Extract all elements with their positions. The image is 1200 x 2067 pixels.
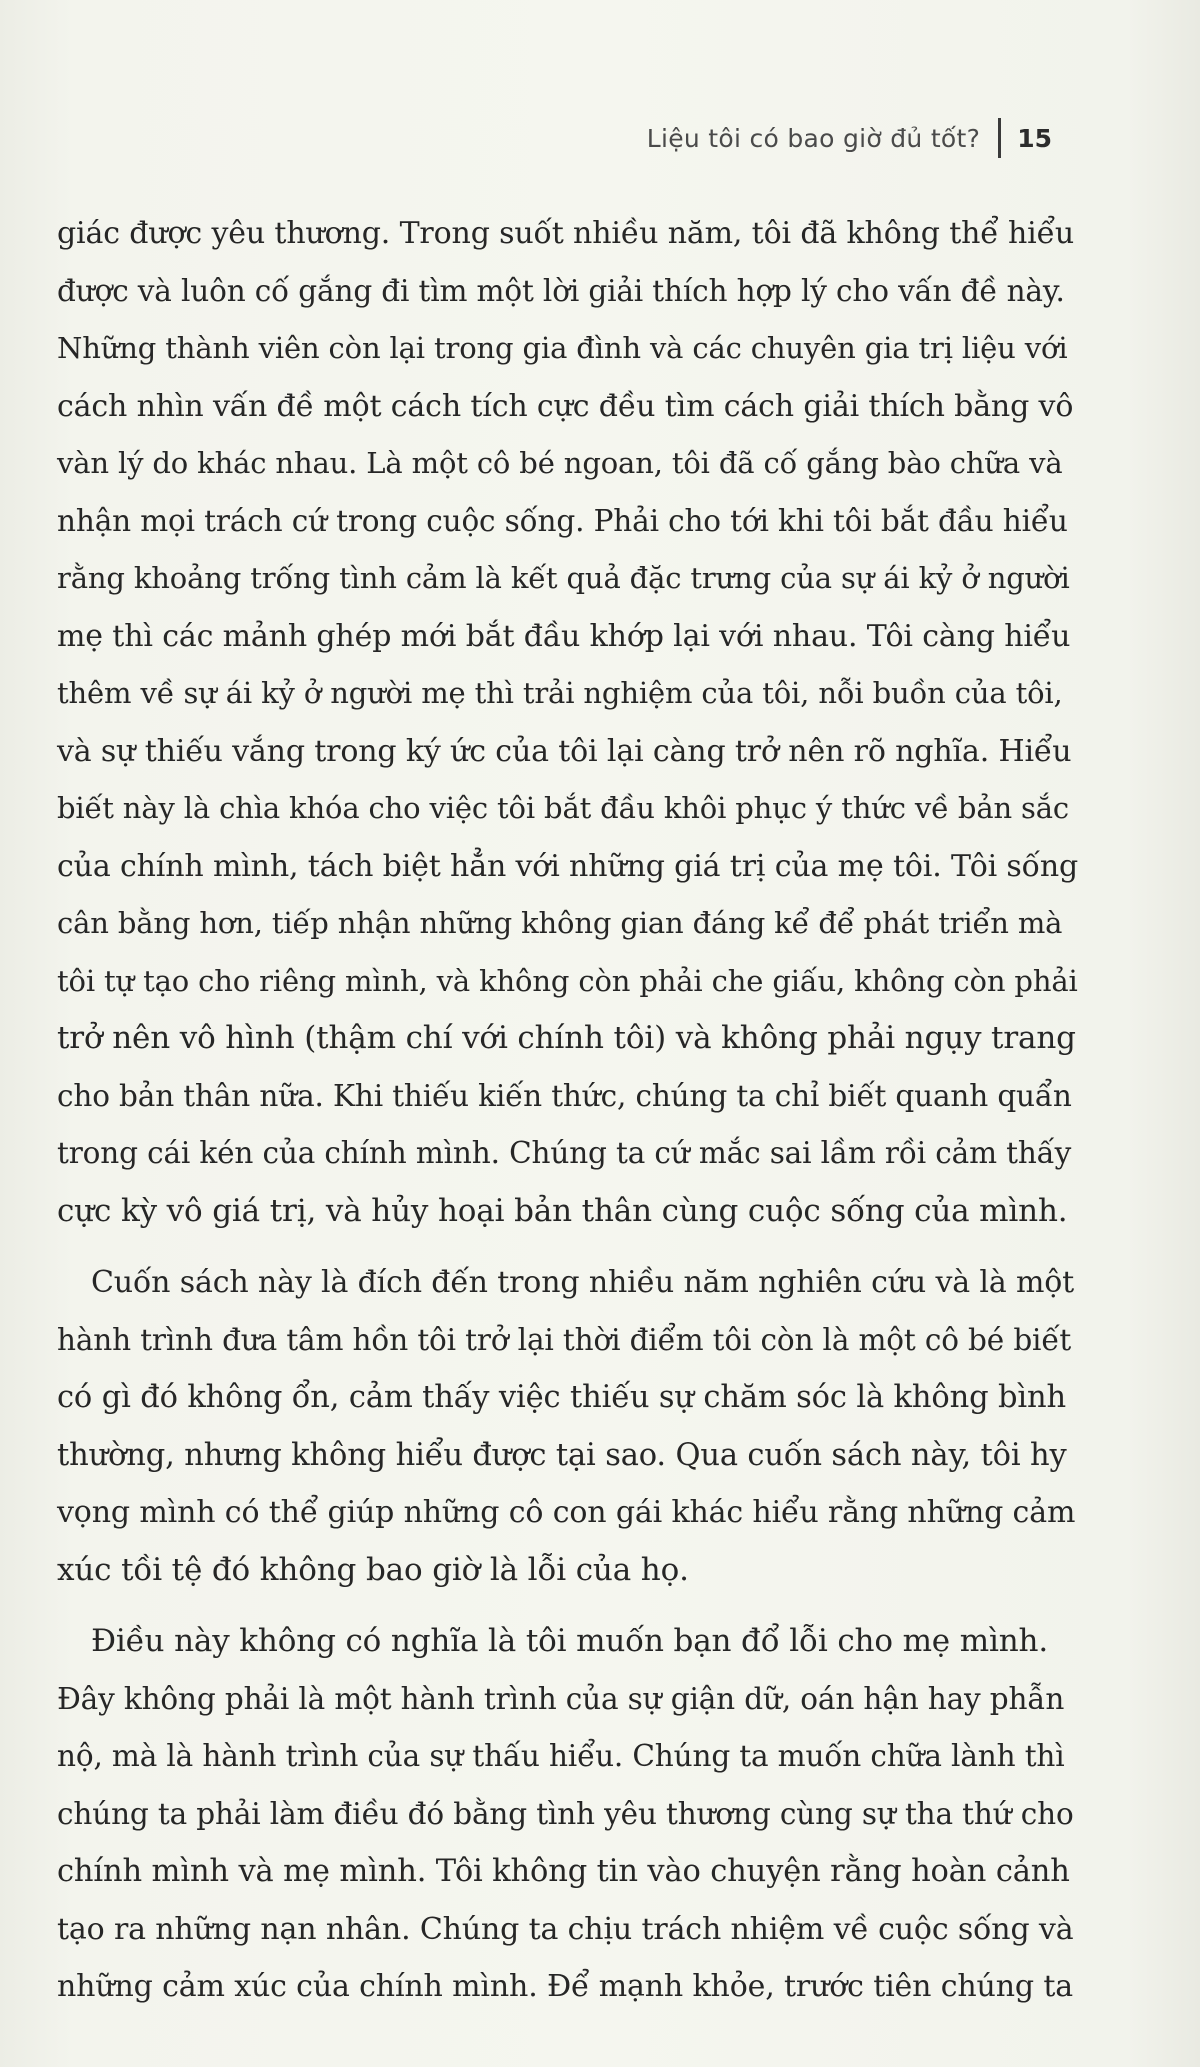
text-line: giác được yêu thương. Trong suốt nhiều năm, tôi đã không thể hiểu	[57, 216, 1075, 251]
text-line: Cuốn sách này là đích đến trong nhiều năm nghiên cứu và là một	[91, 1265, 1075, 1300]
text-line: chính mình và mẹ mình. Tôi không tin vào chuyện rằng hoàn cảnh	[57, 1854, 1070, 1889]
text-line: xúc tồi tệ đó không bao giờ là lỗi của họ.	[57, 1551, 689, 1588]
header-divider	[998, 118, 1001, 158]
text-line: trở nên vô hình (thậm chí với chính tôi) và không phải ngụy trang	[57, 1020, 1076, 1056]
paragraph	[57, 205, 1077, 1240]
text-line: Những thành viên còn lại trong gia đình và các chuyên gia trị liệu với	[57, 331, 1068, 365]
paragraph	[57, 1254, 1077, 1599]
text-line: tôi tự tạo cho riêng mình, và không còn phải che giấu, không còn phải	[57, 963, 1078, 998]
text-line: nộ, mà là hành trình của sự thấu hiểu. Chúng ta muốn chữa lành thì	[57, 1739, 1065, 1773]
text-line: chúng ta phải làm điều đó bằng tình yêu thương cùng sự tha thứ cho	[57, 1796, 1074, 1831]
text-line: trong cái kén của chính mình. Chúng ta cứ mắc sai lầm rồi cảm thấy	[57, 1136, 1072, 1170]
paragraph-gap	[57, 1599, 1077, 1613]
text-line: cực kỳ vô giá trị, và hủy hoại bản thân cùng cuộc sống của mình.	[57, 1192, 1068, 1229]
paragraph	[57, 1613, 1077, 2016]
text-line: Đây không phải là một hành trình của sự giận dữ, oán hận hay phẫn	[57, 1681, 1065, 1716]
text-line: có gì đó không ổn, cảm thấy việc thiếu sự chăm sóc là không bình	[57, 1380, 1066, 1415]
text-line: Điều này không có nghĩa là tôi muốn bạn đổ lỗi cho mẹ mình.	[91, 1623, 1049, 1659]
text-line: cân bằng hơn, tiếp nhận những không gian đáng kể để phát triển mà	[57, 906, 1063, 940]
text-line: cho bản thân nữa. Khi thiếu kiến thức, chúng ta chỉ biết quanh quẩn	[57, 1078, 1072, 1113]
running-head	[647, 118, 1052, 158]
text-line: mẹ thì các mảnh ghép mới bắt đầu khớp lại với nhau. Tôi càng hiểu	[57, 618, 1071, 654]
text-line: của chính mình, tách biệt hẳn với những giá trị của mẹ tôi. Tôi sống	[57, 848, 1079, 884]
text-line: được và luôn cố gắng đi tìm một lời giải thích hợp lý cho vấn đề này.	[57, 273, 1065, 308]
text-line: tạo ra những nạn nhân. Chúng ta chịu trách nhiệm về cuộc sống và	[57, 1911, 1074, 1947]
body-text	[57, 205, 1077, 2016]
text-line: nhận mọi trách cứ trong cuộc sống. Phải cho tới khi tôi bắt đầu hiểu	[57, 503, 1068, 538]
text-line: cách nhìn vấn đề một cách tích cực đều tìm cách giải thích bằng vô	[57, 388, 1074, 424]
text-line: thường, nhưng không hiểu được tại sao. Qua cuốn sách này, tôi hy	[57, 1437, 1067, 1473]
text-line: rằng khoảng trống tình cảm là kết quả đặc trưng của sự ái kỷ ở người	[57, 561, 1070, 595]
text-line: vàn lý do khác nhau. Là một cô bé ngoan, tôi đã cố gắng bào chữa và	[57, 446, 1063, 480]
text-line: thêm về sự ái kỷ ở người mẹ thì trải nghiệm của tôi, nỗi buồn của tôi,	[57, 676, 1063, 710]
page-number: 15	[1017, 123, 1052, 153]
text-line: những cảm xúc của chính mình. Để mạnh khỏe, trước tiên chúng ta	[57, 1969, 1073, 2004]
text-line: hành trình đưa tâm hồn tôi trở lại thời điểm tôi còn là một cô bé biết	[57, 1322, 1072, 1357]
paragraph-gap	[57, 1240, 1077, 1254]
text-line: và sự thiếu vắng trong ký ức của tôi lại càng trở nên rõ nghĩa. Hiểu	[57, 733, 1072, 769]
text-line: biết này là chìa khóa cho việc tôi bắt đầu khôi phục ý thức về bản sắc	[57, 791, 1070, 825]
text-line: vọng mình có thể giúp những cô con gái khác hiểu rằng những cảm	[57, 1495, 1076, 1530]
running-title: Liệu tôi có bao giờ đủ tốt?	[646, 123, 981, 153]
